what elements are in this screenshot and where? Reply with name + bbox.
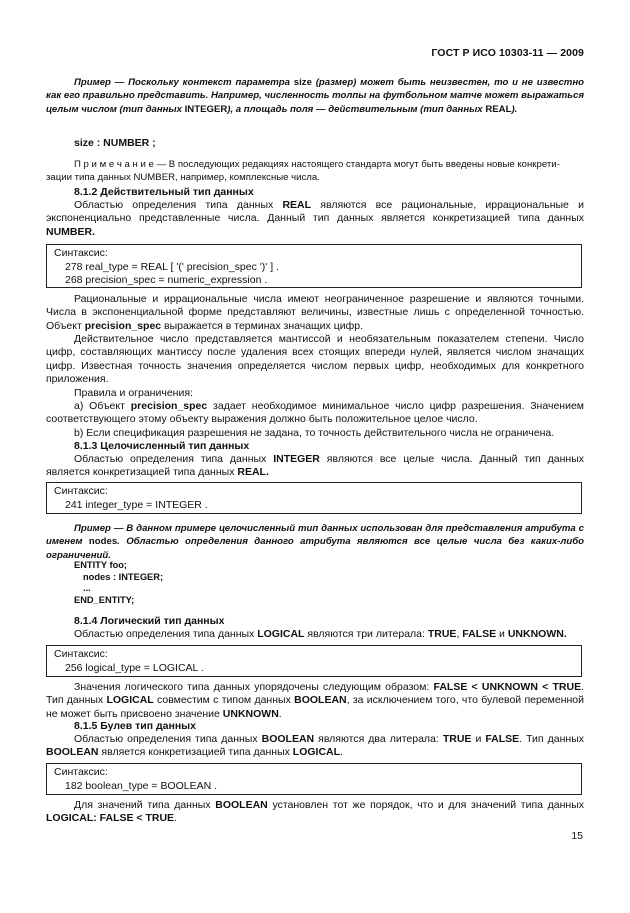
- rules-heading: Правила и ограничения:: [74, 387, 193, 399]
- syntax-box-logical: [46, 645, 582, 677]
- rule-a: a) Объект precision_spec задает необходимое минимальное число цифр разрешения. Значением соответствующего этому объекту выражения должно быть положительное целое число.: [46, 400, 585, 426]
- keyword: REAL: [485, 103, 512, 115]
- syntax-label: Синтаксис:: [54, 648, 108, 660]
- section-heading-8-1-4: 8.1.4 Логический тип данных: [74, 615, 225, 627]
- syntax-box-boolean: [46, 763, 582, 795]
- logical-order-paragraph: Значения логического типа данных упорядочены следующим образом: FALSE < UNKNOWN < TRUE. Тип данных LOGICAL совместим с типом данных BOOLEAN, за исключением того, что булевой переменной не может быть присвоено значение UNKNOWN.: [46, 681, 585, 720]
- syntax-label: Синтаксис:: [54, 766, 108, 778]
- example-size: Пример — Поскольку контекст параметра size (размер) может быть неизвестен, то и не известно как его правильно представить. Например, численность толпы на футбольном матче может выражаться целым числом (тип данных INTEGER), а площадь поля — действительным (тип данных REAL).: [46, 77, 584, 115]
- syntax-rule: 256 logical_type = LOGICAL .: [65, 661, 204, 674]
- syntax-rule: 278 real_type = REAL [ '(' precision_spec ')' ] .: [65, 260, 279, 273]
- real-precision-paragraph: Рациональные и иррациональные числа имеют неограниченное разрешение и являются точными. Числа в экспоненциальной форме представляют величины, известные лишь с определенной точностью. Объект precision_spec выражается в терминах значащих цифр.: [46, 293, 584, 332]
- boolean-definition-paragraph: Областью определения типа данных BOOLEAN являются два литерала: TRUE и FALSE. Тип данных BOOLEAN является конкретизацией типа данных LOGICAL.: [46, 733, 584, 759]
- example-nodes: Пример — В данном примере целочисленный тип данных использован для представления атрибута с именем nodes. Областью определения данного атрибута являются все целые числа без каких-либо ограничений.: [46, 523, 584, 561]
- syntax-rule: 268 precision_spec = numeric_expression .: [65, 274, 268, 287]
- size-declaration: size : NUMBER ;: [74, 137, 156, 149]
- logical-definition-paragraph: Областью определения типа данных LOGICAL являются три литерала: TRUE, FALSE и UNKNOWN.: [74, 628, 567, 640]
- note: П р и м е ч а н и е — В последующих редакциях настоящего стандарта могут быть введены новые конкрети- зации типа данных NUMBER, например, комплексные числа.: [46, 159, 560, 184]
- syntax-rule: 182 boolean_type = BOOLEAN .: [65, 779, 218, 792]
- code-example: ENTITY foo; nodes : INTEGER; ... END_ENTITY;: [74, 560, 164, 605]
- syntax-rule: 241 integer_type = INTEGER .: [65, 498, 208, 511]
- integer-definition-paragraph: Областью определения типа данных INTEGER являются все целые числа. Данный тип данных является конкретизацией типа данных REAL.: [46, 453, 584, 479]
- syntax-label: Синтаксис:: [54, 247, 108, 259]
- real-definition-paragraph: Областью определения типа данных REAL являются все рациональные, иррациональные и экспоненциально представленные числа. Данный тип данных является конкретизацией типа данных NUMBER.: [46, 199, 584, 238]
- keyword: INTEGER: [184, 103, 228, 115]
- real-mantissa-paragraph: Действительное число представляется мантиссой и необязательным показателем степени. Число цифр, составляющих мантиссу после удаления всех стоящих впереди нулей, является числом значащих цифр. Известная точность значения определяется числом первых цифр, необходимых для конкретного приложения.: [46, 333, 584, 386]
- page-number: 15: [571, 830, 583, 842]
- syntax-box-real: [46, 244, 582, 288]
- syntax-box-integer: [46, 482, 582, 514]
- boolean-order-paragraph: Для значений типа данных BOOLEAN установлен тот же порядок, что и для значений типа данных LOGICAL: FALSE < TRUE.: [46, 799, 585, 825]
- page-header: ГОСТ Р ИСО 10303-11 — 2009: [431, 47, 584, 59]
- syntax-label: Синтаксис:: [54, 485, 108, 497]
- section-heading-8-1-3: 8.1.3 Целочисленный тип данных: [74, 440, 250, 452]
- rule-b: b) Если спецификация разрешения не задана, то точность действительного числа не ограничена.: [74, 427, 555, 439]
- keyword: size: [293, 77, 312, 88]
- section-heading-8-1-5: 8.1.5 Булев тип данных: [74, 720, 196, 732]
- section-heading-8-1-2: 8.1.2 Действительный тип данных: [74, 186, 254, 198]
